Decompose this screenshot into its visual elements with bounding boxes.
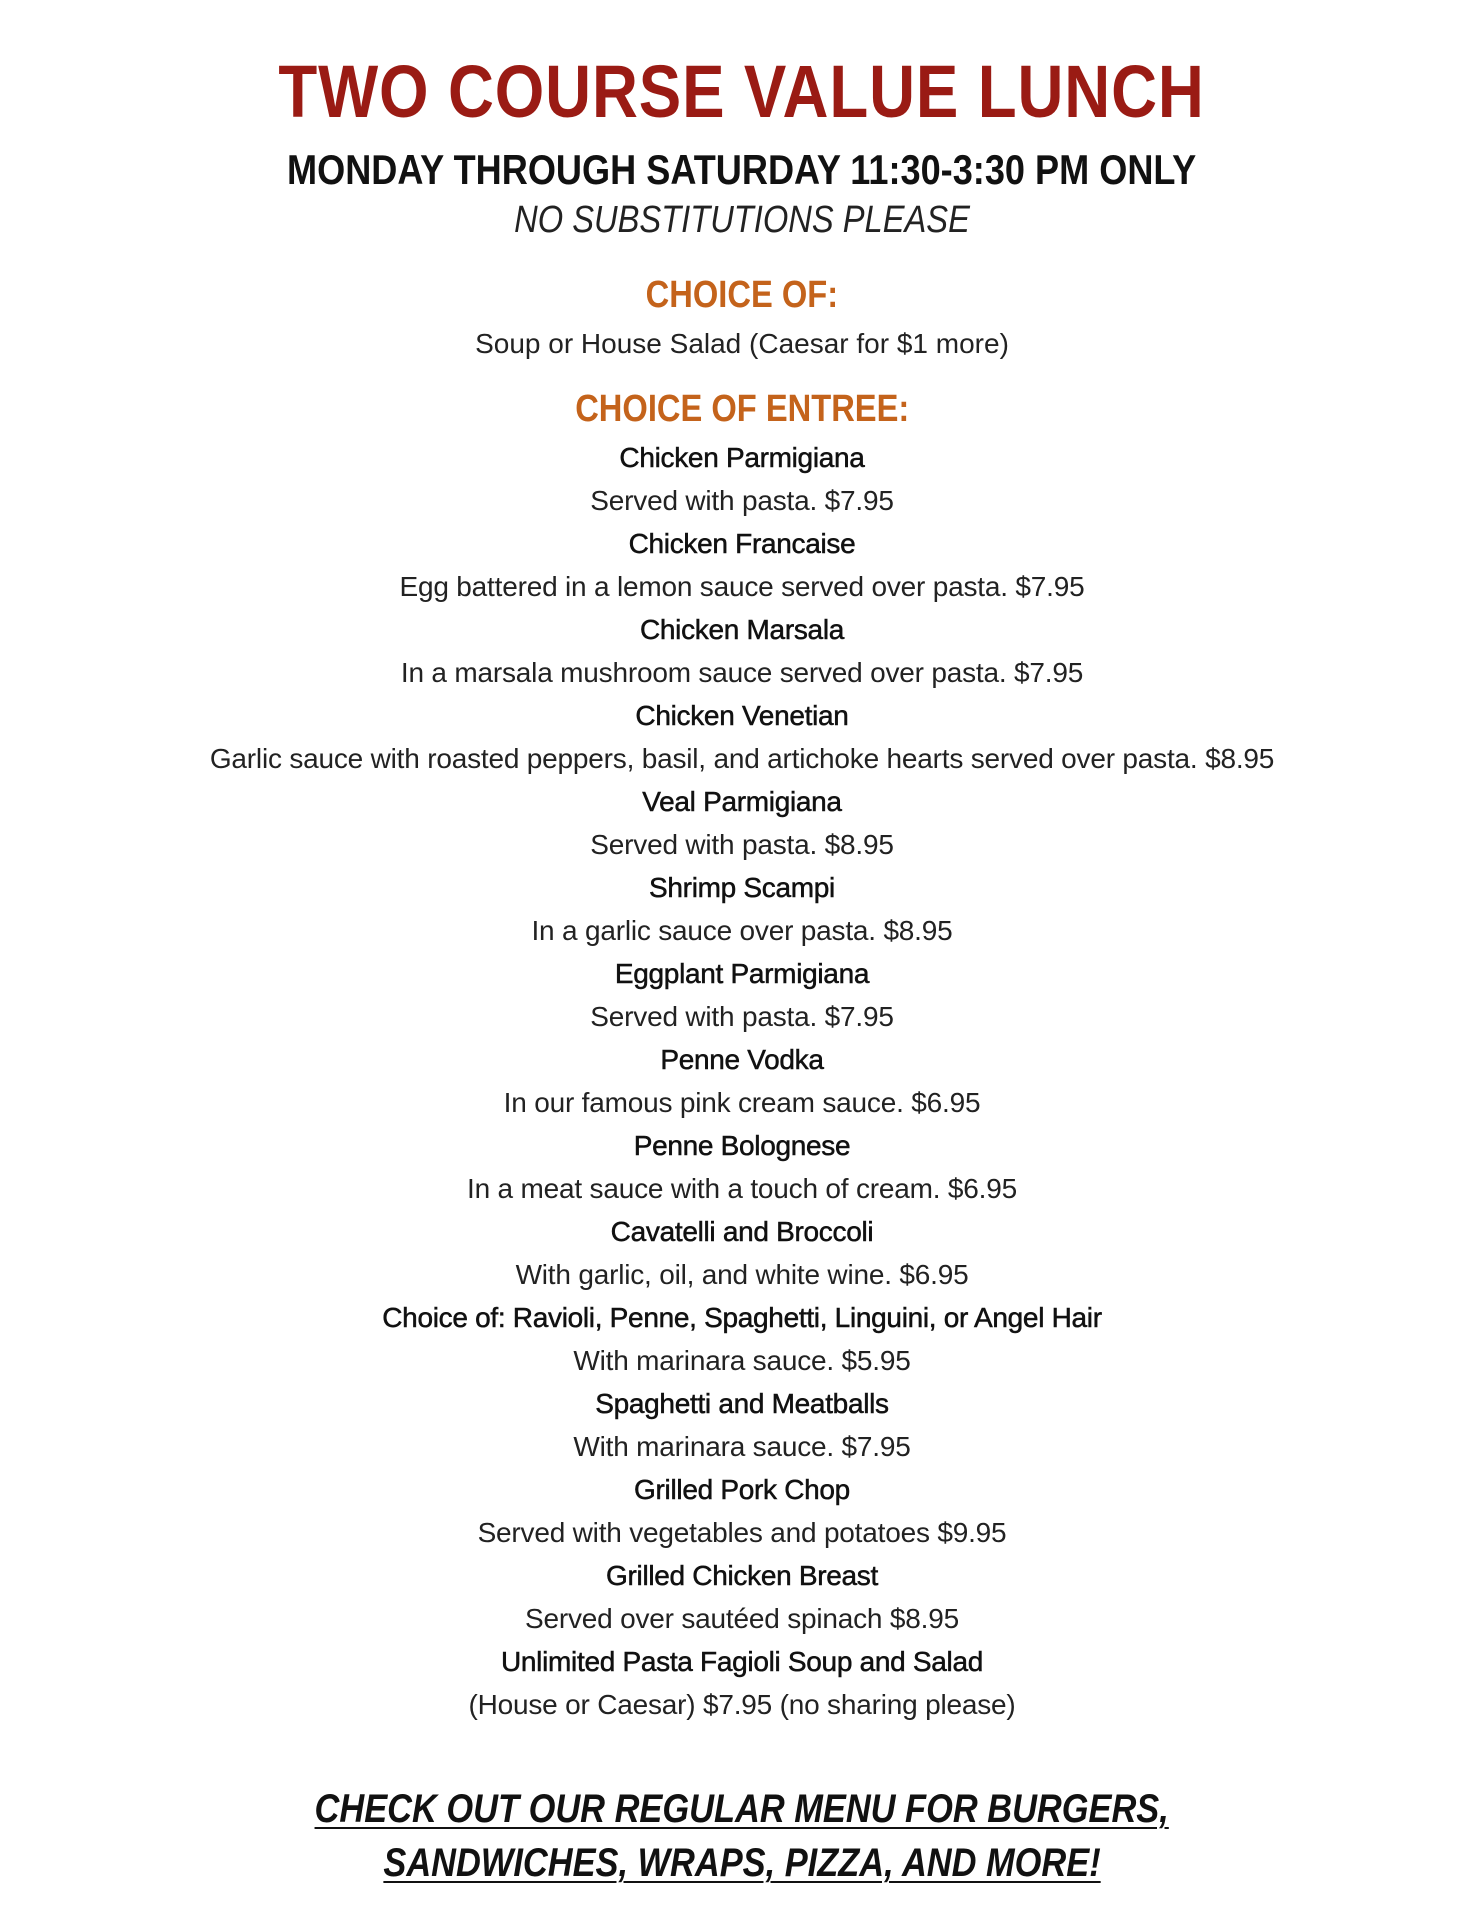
starter-heading: CHOICE OF: (645, 274, 839, 316)
entree-description: In a meat sauce with a touch of cream. $6.95 (467, 1173, 1017, 1204)
entree-name: Chicken Parmigiana (619, 442, 865, 473)
entree-name: Veal Parmigiana (642, 786, 842, 817)
entree-name: Penne Vodka (660, 1044, 824, 1075)
entree-name: Spaghetti and Meatballs (595, 1388, 889, 1419)
starter-options: Soup or House Salad (Caesar for $1 more) (475, 328, 1009, 359)
footer-callout (245, 1782, 1238, 1890)
entree-name: Choice of: Ravioli, Penne, Spaghetti, Linguini, or Angel Hair (382, 1302, 1102, 1333)
entree-name: Penne Bolognese (633, 1130, 851, 1161)
entree-description: With marinara sauce. $7.95 (573, 1431, 911, 1462)
footer-line-2: SANDWICHES, WRAPS, PIZZA, AND MORE! (383, 1841, 1101, 1885)
entree-name: Grilled Pork Chop (634, 1474, 850, 1505)
entree-description: Served with vegetables and potatoes $9.95 (477, 1517, 1007, 1548)
entree-description: With marinara sauce. $5.95 (573, 1345, 911, 1376)
entree-description: In our famous pink cream sauce. $6.95 (503, 1087, 981, 1118)
entree-name: Cavatelli and Broccoli (610, 1216, 874, 1247)
entree-description: Garlic sauce with roasted peppers, basil, and artichoke hearts served over pasta. $8.95 (209, 743, 1275, 774)
entree-description: (House or Caesar) $7.95 (no sharing please) (468, 1689, 1016, 1720)
menu-hours: MONDAY THROUGH SATURDAY 11:30-3:30 PM ONLY (287, 146, 1197, 193)
entree-description: Served with pasta. $7.95 (590, 1001, 894, 1032)
entree-heading: CHOICE OF ENTREE: (574, 388, 910, 430)
entree-name: Unlimited Pasta Fagioli Soup and Salad (500, 1646, 983, 1677)
entree-name: Chicken Francaise (628, 528, 856, 559)
entree-description: Served over sautéed spinach $8.95 (525, 1603, 959, 1634)
entree-name: Grilled Chicken Breast (606, 1560, 878, 1591)
menu-title: TWO COURSE VALUE LUNCH (278, 50, 1206, 133)
entree-description: In a marsala mushroom sauce served over pasta. $7.95 (400, 657, 1084, 688)
entree-name: Eggplant Parmigiana (614, 958, 870, 989)
entree-description: Egg battered in a lemon sauce served over pasta. $7.95 (399, 571, 1085, 602)
entree-description: With garlic, oil, and white wine. $6.95 (515, 1259, 969, 1290)
entree-description: Served with pasta. $8.95 (590, 829, 894, 860)
footer-line-1: CHECK OUT OUR REGULAR MENU FOR BURGERS, (314, 1787, 1170, 1831)
entree-description: Served with pasta. $7.95 (590, 485, 894, 516)
entree-name: Chicken Venetian (635, 700, 849, 731)
entree-name: Chicken Marsala (639, 614, 845, 645)
entree-name: Shrimp Scampi (649, 872, 835, 903)
entree-description: In a garlic sauce over pasta. $8.95 (531, 915, 953, 946)
entree-list (210, 436, 1274, 1726)
no-substitutions-note: NO SUBSTITUTIONS PLEASE (514, 199, 970, 241)
